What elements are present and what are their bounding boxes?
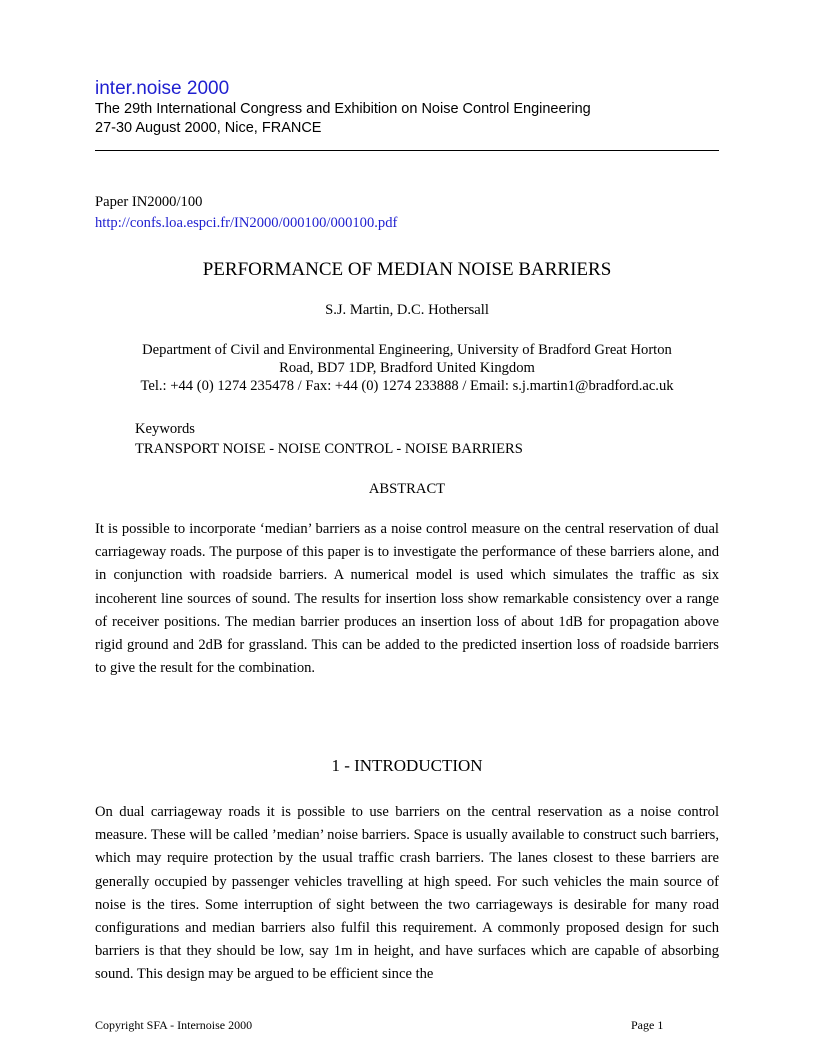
header-divider xyxy=(95,150,719,151)
affiliation-line-1: Department of Civil and Environmental Engineering, University of Bradford Great Horton xyxy=(142,342,672,358)
footer-page-number: Page 1 xyxy=(631,1018,664,1032)
conference-name: inter.noise 2000 xyxy=(95,78,230,99)
affiliation-line-2: Road, BD7 1DP, Bradford United Kingdom xyxy=(279,360,535,376)
contact-info: Tel.: +44 (0) 1274 235478 / Fax: +44 (0) 1274 233888 / Email: s.j.martin1@bradford.ac.uk xyxy=(140,378,674,394)
introduction-text: On dual carriageway roads it is possible to use barriers on the central reservation as a noise control measure. These will be called ’median’ noise barriers. Space is usually available to construct such barriers, which may require protection by the usual traffic crash barriers. The lanes closest to these barriers are generally occupied by passenger vehicles travelling at high speed. For such vehicles the main source of noise is the tires. Some interruption of sight between the two carriageways is desirable for many road configurations and median barriers also fulfil this requirement. A commonly proposed design for such barriers is that they should be low, say 1m in height, and have surfaces which are capable of absorbing sound. This design may be argued to be efficient since the xyxy=(95,804,719,983)
keywords-label: Keywords xyxy=(135,421,195,437)
footer-copyright: Copyright SFA - Internoise 2000 xyxy=(95,1018,253,1032)
conference-date-location: 27-30 August 2000, Nice, FRANCE xyxy=(95,120,322,136)
paper-title: PERFORMANCE OF MEDIAN NOISE BARRIERS xyxy=(202,259,612,280)
keywords: TRANSPORT NOISE - NOISE CONTROL - NOISE BARRIERS xyxy=(135,441,523,457)
conference-subtitle: The 29th International Congress and Exhibition on Noise Control Engineering xyxy=(95,101,591,117)
abstract-heading: ABSTRACT xyxy=(368,481,446,497)
paper-id: Paper IN2000/100 xyxy=(95,194,203,210)
abstract-text: It is possible to incorporate ‘median’ barriers as a noise control measure on the central reservation of dual carriageway roads. The purpose of this paper is to investigate the performance of these barriers alone, and in conjunction with roadside barriers. A numerical model is used which simulates the traffic as six incoherent line sources of sound. The results for insertion loss show remarkable consistency over a range of receiver positions. The median barrier produces an insertion loss of about 1dB for propagation above rigid ground and 2dB for grassland. This can be added to the predicted insertion loss of roadside barriers to give the result for the combination. xyxy=(95,521,719,677)
paper-authors: S.J. Martin, D.C. Hothersall xyxy=(325,302,489,318)
paper-url-link[interactable]: http://confs.loa.espci.fr/IN2000/000100/000100.pdf xyxy=(95,215,398,231)
introduction-heading: 1 - INTRODUCTION xyxy=(331,756,483,775)
